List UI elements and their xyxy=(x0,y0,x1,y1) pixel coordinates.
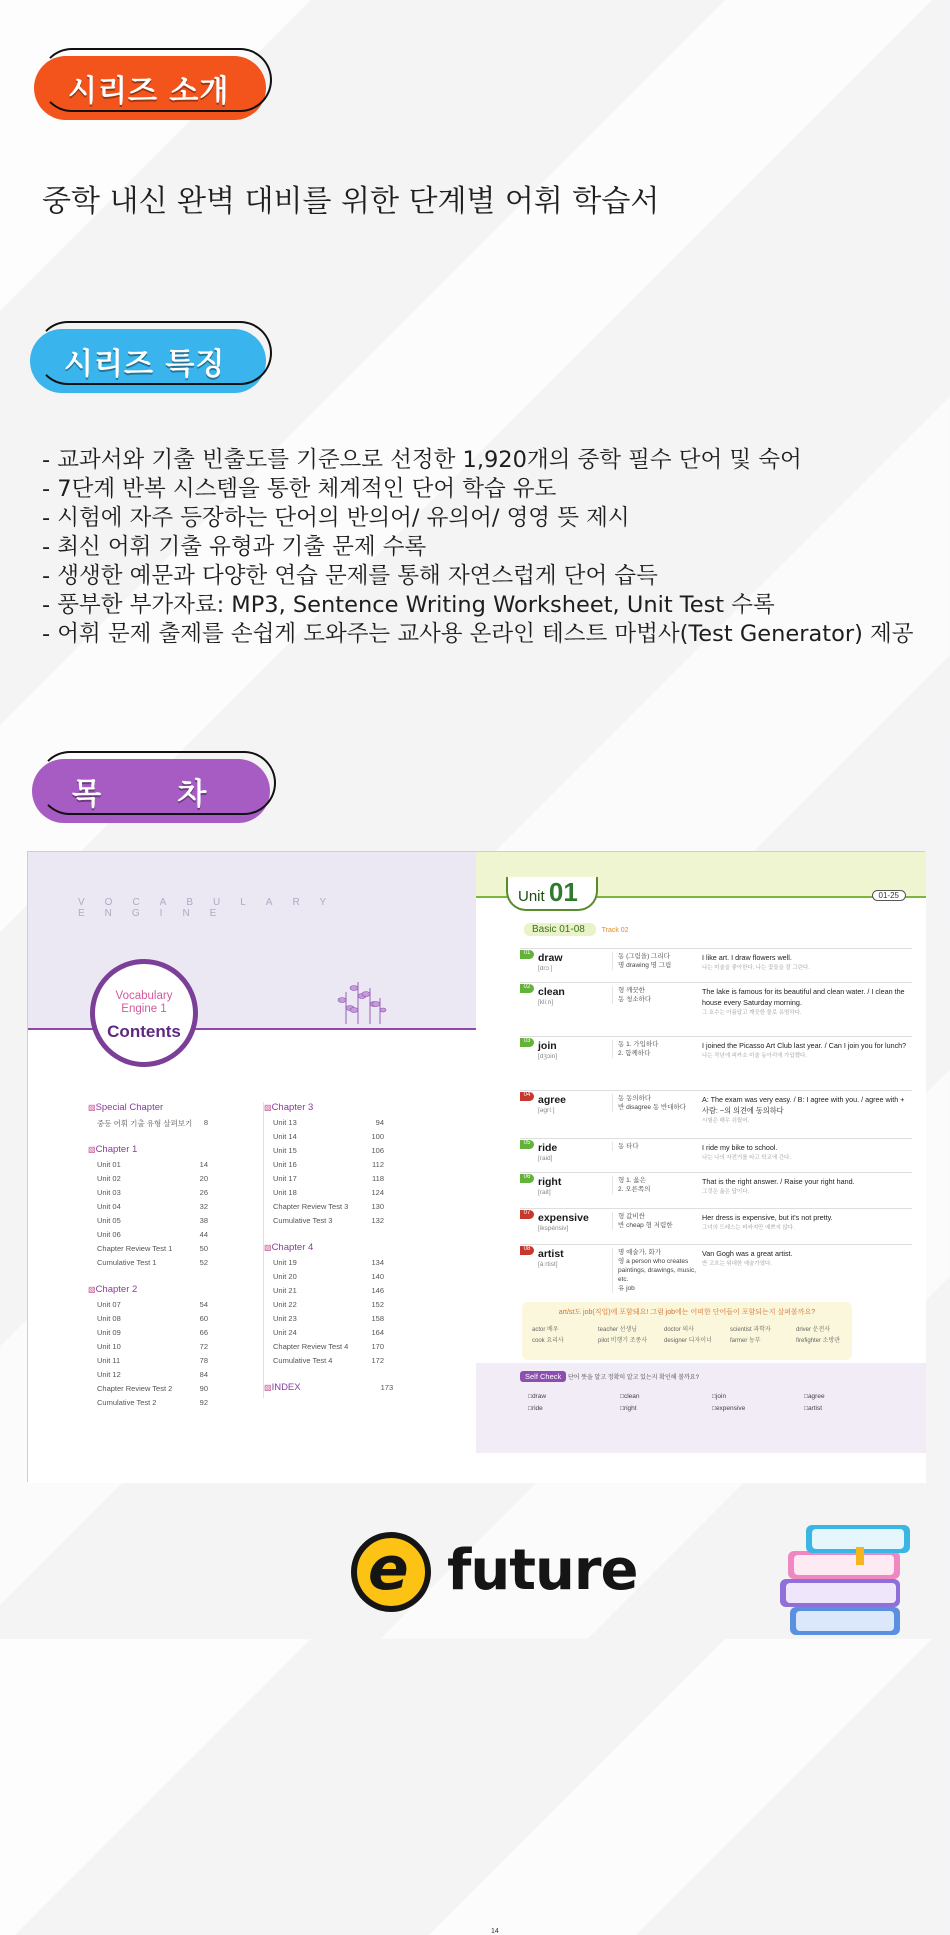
word-example-en: Her dress is expensive, but it's not pretty. xyxy=(702,1213,833,1222)
toc-row-page: 38 xyxy=(199,1216,208,1225)
word-example-ko: 반 고흐는 위대한 예술가였다. xyxy=(702,1261,772,1267)
toc-chapter-title: Chapter 2 xyxy=(95,1284,138,1295)
page-number: 14 xyxy=(491,1928,499,1935)
toc-row xyxy=(88,1244,208,1258)
section-heading-intro xyxy=(34,56,266,120)
toc-row-page: 72 xyxy=(199,1342,208,1351)
toc-chapter-title: Chapter 4 xyxy=(271,1242,314,1253)
extra-word-column xyxy=(796,1325,840,1347)
word-example-ko: 나는 미술을 좋아한다. 나는 꽃들을 잘 그린다. xyxy=(702,965,810,971)
word-example xyxy=(702,1176,912,1198)
section-heading-features xyxy=(30,329,266,393)
toc-row xyxy=(264,1188,384,1202)
extra-word-column xyxy=(532,1325,564,1347)
toc-row xyxy=(264,1342,384,1356)
word-example xyxy=(702,1142,912,1164)
badge-title-line2: Engine 1 xyxy=(121,1003,167,1015)
word-meaning: 동 타다 xyxy=(612,1142,698,1151)
toc-row-page: 92 xyxy=(199,1398,208,1407)
toc-row-page: 106 xyxy=(371,1146,384,1155)
word-entry xyxy=(520,1138,912,1162)
toc-row xyxy=(88,1342,208,1356)
toc-row-label: Unit 18 xyxy=(273,1188,297,1197)
toc-row-label: 중등 어휘 기출 유형 살펴보기 xyxy=(97,1119,193,1128)
toc-row xyxy=(264,1216,384,1230)
toc-chapter xyxy=(88,1144,248,1155)
toc-row-page: 112 xyxy=(372,1160,384,1169)
self-check-word: □ agree xyxy=(804,1393,825,1400)
toc-row-label: Unit 01 xyxy=(97,1160,121,1169)
toc-row-page: 32 xyxy=(199,1202,208,1211)
extra-word: doctor 의사 xyxy=(664,1327,694,1333)
toc-row-page: 8 xyxy=(203,1118,208,1127)
self-check-word: □ join xyxy=(712,1393,726,1400)
toc-row-label: Unit 08 xyxy=(97,1314,121,1323)
word-number: 03 xyxy=(520,1038,534,1047)
toc-row-page: 78 xyxy=(199,1356,208,1365)
word-pronunciation: [əgríː] xyxy=(538,1107,555,1114)
toc-row-label: Chapter Review Test 4 xyxy=(273,1342,349,1351)
word-pronunciation: [kliːn] xyxy=(538,999,554,1006)
word-headword: join xyxy=(538,1040,557,1052)
word-number: 01 xyxy=(520,950,534,959)
toc-chapter-title: Special Chapter xyxy=(95,1102,164,1113)
toc-row-page: 170 xyxy=(371,1342,384,1351)
word-pronunciation: [dʒɔin] xyxy=(538,1053,558,1060)
contents-page xyxy=(28,852,476,1483)
word-example-en: Van Gogh was a great artist. xyxy=(702,1249,793,1258)
toc-chapter-title: Chapter 1 xyxy=(95,1144,138,1155)
toc-row xyxy=(88,1216,208,1230)
word-example xyxy=(702,1248,912,1270)
toc-row-label: Unit 23 xyxy=(273,1314,297,1323)
toc-row-page: 60 xyxy=(199,1314,208,1323)
toc-chapter xyxy=(264,1102,423,1113)
word-example-ko: 그것은 옳은 답이다. xyxy=(702,1189,750,1195)
toc-row xyxy=(88,1370,208,1384)
self-check-word: □ ride xyxy=(528,1405,543,1412)
self-check-label: Self Check xyxy=(520,1371,566,1382)
word-example xyxy=(702,952,912,974)
self-check-word: □ artist xyxy=(804,1405,822,1412)
word-example-en: That is the right answer. / Raise your right hand. xyxy=(702,1177,855,1186)
extra-word: cook 요리사 xyxy=(532,1338,564,1344)
toc-row xyxy=(264,1286,384,1300)
toc-row-page: 66 xyxy=(199,1328,208,1337)
toc-row xyxy=(264,1300,384,1314)
feature-item: - 7단계 반복 시스템을 통한 체계적인 단어 학습 유도 xyxy=(42,476,557,502)
extra-word: pilot 비행기 조종사 xyxy=(598,1338,648,1344)
word-example-ko: 나는 작년에 피카소 미술 동아리에 가입했다. xyxy=(702,1053,807,1059)
feature-item: - 어휘 문제 출제를 손쉽게 도와주는 교사용 온라인 테스트 마법사(Test Generator) 제공 xyxy=(42,621,914,647)
toc-row-label: Unit 21 xyxy=(273,1286,297,1295)
section-heading-intro-label: 시리즈 소개 xyxy=(68,74,230,109)
toc-row-label: Unit 03 xyxy=(97,1188,121,1197)
books-stack-icon xyxy=(760,1521,930,1639)
toc-row-label: Cumulative Test 2 xyxy=(97,1398,157,1407)
toc-row-label: Unit 09 xyxy=(97,1328,121,1337)
toc-row-page: 140 xyxy=(371,1272,384,1281)
logo-letter: e xyxy=(368,1534,409,1604)
word-pronunciation: [drɔː] xyxy=(538,965,553,972)
toc-row-label: Unit 24 xyxy=(273,1328,297,1337)
word-pronunciation: [rait] xyxy=(538,1189,551,1196)
word-example xyxy=(702,1094,912,1127)
word-entry xyxy=(520,948,912,972)
word-headword: artist xyxy=(538,1248,564,1260)
feature-item: - 시험에 자주 등장하는 단어의 반의어/ 유의어/ 영영 뜻 제시 xyxy=(42,505,630,531)
word-headword: expensive xyxy=(538,1212,589,1224)
toc-row-label: Unit 07 xyxy=(97,1300,121,1309)
word-meaning: 동 동의하다 반 disagree 동 반대하다 xyxy=(612,1094,698,1112)
toc-row xyxy=(264,1160,384,1174)
toc-row xyxy=(88,1398,208,1412)
word-entry xyxy=(520,1090,912,1124)
basic-range: 01-08 xyxy=(559,924,585,935)
toc-row-page: 50 xyxy=(199,1244,208,1253)
toc-column-1 xyxy=(88,1102,248,1412)
word-headword: agree xyxy=(538,1094,567,1106)
toc-row-label: Unit 20 xyxy=(273,1272,297,1281)
word-example-ko: 나는 나의 자전거를 타고 학교에 간다. xyxy=(702,1155,791,1161)
toc-row xyxy=(264,1202,384,1216)
feature-item: - 최신 어휘 기출 유형과 기출 문제 수록 xyxy=(42,534,427,560)
toc-row xyxy=(88,1258,208,1272)
toc-row-page: 158 xyxy=(371,1314,384,1323)
toc-row-label: Unit 12 xyxy=(97,1370,121,1379)
toc-chapter-title: INDEX xyxy=(271,1382,301,1393)
toc-row xyxy=(88,1230,208,1244)
toc-row-label: Unit 17 xyxy=(273,1174,297,1183)
toc-row xyxy=(88,1160,208,1174)
word-example-ko: 시험은 매우 쉬웠어. xyxy=(702,1118,750,1124)
word-headword: ride xyxy=(538,1142,558,1154)
toc-row xyxy=(88,1202,208,1216)
toc-row-page: 100 xyxy=(371,1132,384,1141)
toc-row xyxy=(88,1118,208,1132)
toc-chapter xyxy=(88,1284,248,1295)
word-number: 05 xyxy=(520,1140,534,1149)
toc-row-page: 124 xyxy=(371,1188,384,1197)
plant-icon xyxy=(336,974,386,1024)
unit-label: Unit xyxy=(518,888,545,905)
basic-tag xyxy=(524,924,629,935)
word-entry xyxy=(520,1244,912,1292)
toc-row xyxy=(264,1146,384,1160)
extra-word: farmer 농부 xyxy=(730,1338,761,1344)
toc-row-label: Unit 14 xyxy=(273,1132,297,1141)
word-pronunciation: [raid] xyxy=(538,1155,553,1162)
toc-row-label: Unit 16 xyxy=(273,1160,297,1169)
toc-row-label: Unit 06 xyxy=(97,1230,121,1239)
self-check-word: □ right xyxy=(620,1405,637,1412)
word-number: 06 xyxy=(520,1174,534,1183)
toc-column-2 xyxy=(263,1102,423,1398)
toc-chapter-page: 173 xyxy=(380,1383,394,1392)
self-check-word: □ expensive xyxy=(712,1405,745,1412)
toc-row-label: Cumulative Test 3 xyxy=(273,1216,333,1225)
section-heading-features-label: 시리즈 특징 xyxy=(64,347,226,382)
unit-badge xyxy=(506,877,598,911)
section-heading-toc-label: 목 차 xyxy=(72,777,208,812)
word-example-en: I joined the Picasso Art Club last year. / Can I join you for lunch? xyxy=(702,1041,907,1050)
toc-row-page: 118 xyxy=(372,1174,384,1183)
toc-chapter-title: Chapter 3 xyxy=(271,1102,314,1113)
track-label: Track 02 xyxy=(601,927,629,934)
contents-title: Contents xyxy=(107,1022,181,1041)
toc-row xyxy=(264,1314,384,1328)
word-entry xyxy=(520,1208,912,1232)
toc-row-label: Chapter Review Test 2 xyxy=(97,1384,173,1393)
toc-row-page: 152 xyxy=(371,1300,384,1309)
toc-row-page: 130 xyxy=(371,1202,384,1211)
toc-row-label: Unit 10 xyxy=(97,1342,121,1351)
toc-row-page: 132 xyxy=(371,1216,384,1225)
word-example-en: A: The exam was very easy. / B: I agree with you. / agree with + 사람: ~의 의견에 동의하다 xyxy=(702,1095,905,1115)
self-check-word: □ clean xyxy=(620,1393,639,1400)
toc-row xyxy=(88,1384,208,1398)
extra-word: actor 배우 xyxy=(532,1327,559,1333)
toc-row-label: Unit 11 xyxy=(97,1356,121,1365)
word-example xyxy=(702,1040,912,1062)
toc-row xyxy=(264,1328,384,1342)
extra-word-column xyxy=(664,1325,712,1347)
toc-chapter xyxy=(264,1382,423,1393)
word-headword: draw xyxy=(538,952,563,964)
toc-row-page: 14 xyxy=(199,1160,208,1169)
toc-row-page: 44 xyxy=(199,1230,208,1239)
word-headword: right xyxy=(538,1176,562,1188)
toc-row xyxy=(88,1174,208,1188)
logo-wordmark: future xyxy=(447,1538,638,1603)
toc-row-label: Unit 13 xyxy=(273,1118,297,1127)
toc-row-page: 172 xyxy=(371,1356,384,1365)
self-check-word: □ draw xyxy=(528,1393,546,1400)
word-entry xyxy=(520,1036,912,1060)
toc-row xyxy=(88,1356,208,1370)
toc-row-page: 164 xyxy=(371,1328,384,1337)
toc-row-page: 26 xyxy=(199,1188,208,1197)
word-number: 08 xyxy=(520,1246,534,1255)
toc-row-label: Unit 05 xyxy=(97,1216,121,1225)
toc-row-label: Unit 02 xyxy=(97,1174,121,1183)
toc-row-label: Unit 22 xyxy=(273,1300,297,1309)
word-example-ko: 그녀의 드레스는 비싸지만 예쁘지 않다. xyxy=(702,1225,795,1231)
toc-row-label: Cumulative Test 4 xyxy=(273,1356,333,1365)
toc-chapter xyxy=(88,1102,248,1113)
word-number: 04 xyxy=(520,1092,534,1101)
toc-row xyxy=(264,1272,384,1286)
extra-word: firefighter 소방관 xyxy=(796,1338,841,1344)
extra-job-box xyxy=(522,1302,852,1360)
banner-text: VOCABULARY ENGINE xyxy=(78,897,346,919)
word-meaning: 동 (그림을) 그리다 명 drawing 명 그림 xyxy=(612,952,698,970)
word-pronunciation: [áːrtist] xyxy=(538,1261,558,1268)
word-example xyxy=(702,986,912,1019)
toc-row xyxy=(88,1328,208,1342)
toc-chapter xyxy=(264,1242,423,1253)
extra-question: art/st도 job(직업)에 포함돼요! 그럼 job에는 어떠한 단어들이 포함되는지 살펴볼까요? xyxy=(558,1309,816,1316)
toc-row xyxy=(88,1300,208,1314)
word-meaning: 동 1. 가입하다 2. 함께하다 xyxy=(612,1040,698,1058)
feature-item: - 교과서와 기출 빈출도를 기준으로 선정한 1,920개의 중학 필수 단어 및 숙어 xyxy=(42,447,802,473)
toc-row-label: Unit 04 xyxy=(97,1202,121,1211)
section-heading-toc xyxy=(32,759,270,823)
word-number: 07 xyxy=(520,1210,534,1219)
word-example-en: The lake is famous for its beautiful and clean water. / I clean the house every Saturday morning. xyxy=(702,987,905,1007)
toc-row-page: 146 xyxy=(371,1286,384,1295)
word-pronunciation: [ikspénsiv] xyxy=(538,1225,569,1232)
unit-number: 01 xyxy=(548,877,578,907)
efuture-logo xyxy=(351,1530,638,1618)
word-number: 02 xyxy=(520,984,534,993)
extra-word: teacher 선생님 xyxy=(598,1327,638,1333)
feature-item: - 생생한 예문과 다양한 연습 문제를 통해 자연스럽게 단어 습득 xyxy=(42,563,658,589)
toc-row-label: Unit 19 xyxy=(273,1258,297,1267)
toc-row xyxy=(88,1188,208,1202)
word-example-ko: 그 호수는 아름답고 깨끗한 물로 유명하다. xyxy=(702,1010,802,1016)
word-range: 01-25 xyxy=(872,890,906,901)
toc-row-page: 52 xyxy=(199,1258,208,1267)
toc-row-page: 134 xyxy=(371,1258,384,1267)
feature-item: - 풍부한 부가자료: MP3, Sentence Writing Worksheet, Unit Test 수록 xyxy=(42,592,775,618)
toc-row-page: 94 xyxy=(375,1118,384,1127)
toc-row-page: 20 xyxy=(199,1174,208,1183)
toc-row-page: 90 xyxy=(199,1384,208,1393)
word-example-en: I ride my bike to school. xyxy=(702,1143,778,1152)
word-meaning: 형 값비싼 반 cheap 형 저렴한 xyxy=(612,1212,698,1230)
word-example xyxy=(702,1212,912,1234)
extra-word-column xyxy=(598,1325,647,1347)
word-headword: clean xyxy=(538,986,565,998)
toc-row-label: Cumulative Test 1 xyxy=(97,1258,157,1267)
extra-word: driver 운전사 xyxy=(796,1327,831,1333)
word-meaning: 형 1. 옳은 2. 오른쪽의 xyxy=(612,1176,698,1194)
contents-badge xyxy=(90,959,198,1067)
basic-label: Basic xyxy=(532,924,557,935)
toc-row xyxy=(264,1258,384,1272)
toc-row-label: Chapter Review Test 1 xyxy=(97,1244,173,1253)
toc-row xyxy=(264,1118,384,1132)
toc-row-label: Unit 15 xyxy=(273,1146,297,1155)
word-entry xyxy=(520,1172,912,1196)
word-entry xyxy=(520,982,912,1016)
word-meaning: 명 예술가, 화가 영 a person who creates paintings, drawings, music, etc. 유 job xyxy=(612,1248,698,1293)
extra-word-column xyxy=(730,1325,771,1347)
intro-text: 중학 내신 완벽 대비를 위한 단계별 어휘 학습서 xyxy=(42,184,660,219)
word-meaning: 형 깨끗한 동 청소하다 xyxy=(612,986,698,1004)
extra-word: scientist 과학자 xyxy=(730,1327,771,1333)
toc-row xyxy=(264,1132,384,1146)
self-check-note: 단어 뜻을 알고 정확히 알고 있는지 확인해 볼까요? xyxy=(568,1375,699,1381)
toc-row-label: Chapter Review Test 3 xyxy=(273,1202,349,1211)
toc-row-page: 54 xyxy=(199,1300,208,1309)
word-example-en: I like art. I draw flowers well. xyxy=(702,953,792,962)
badge-title-line1: Vocabulary xyxy=(115,990,173,1002)
extra-word: designer 디자이너 xyxy=(664,1338,712,1344)
toc-row-page: 84 xyxy=(199,1370,208,1379)
toc-row xyxy=(88,1314,208,1328)
toc-row xyxy=(264,1174,384,1188)
feature-list xyxy=(42,446,914,649)
toc-row xyxy=(264,1356,384,1370)
